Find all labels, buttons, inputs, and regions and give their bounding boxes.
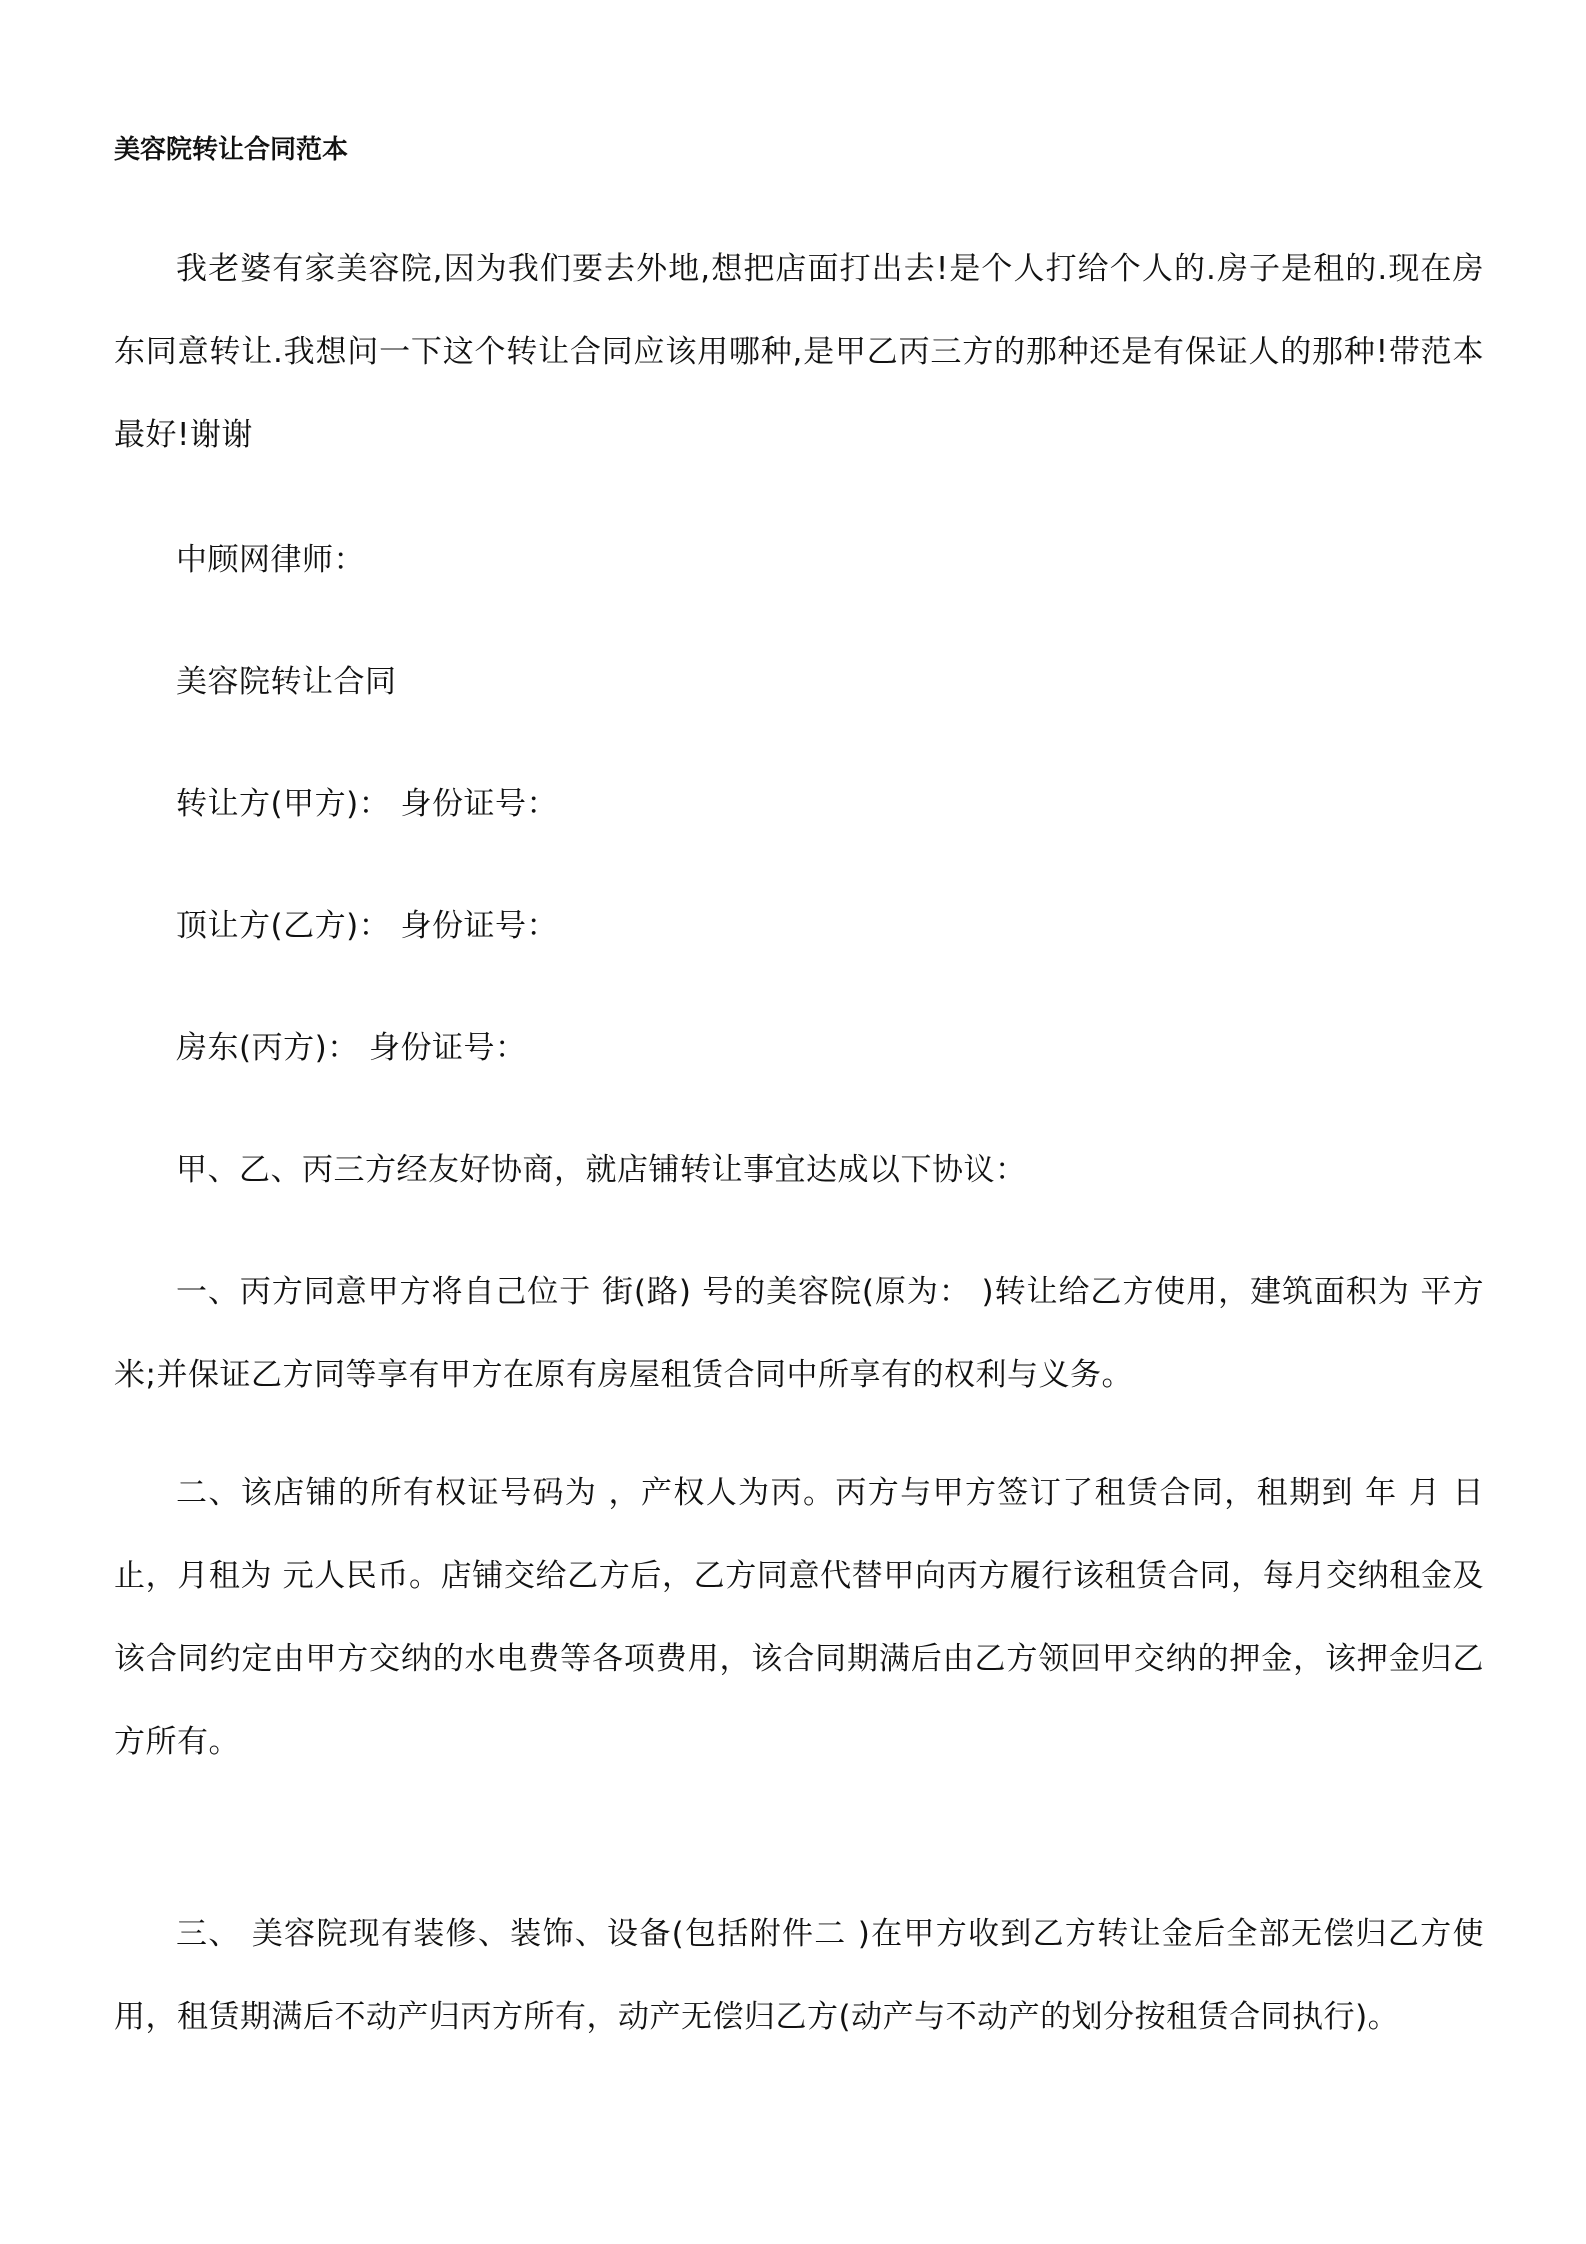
clause-3: 三、 美容院现有装修、装饰、设备(包括附件二 )在甲方收到乙方转让金后全部无偿归乙方使用，租赁期满后不动产归丙方所有，动产无偿归乙方(动产与不动产的划分按租赁合同执行)。 <box>114 1916 1484 2035</box>
clause-2: 二、该店铺的所有权证号码为 ，产权人为丙。丙方与甲方签订了租赁合同，租期到 年 月 日止，月租为 元人民币。店铺交给乙方后，乙方同意代替甲向丙方履行该租赁合同，每月交纳租金及该合同约定由甲方交纳的水电费等各项费用，该合同期满后由乙方领回甲交纳的押金，该押金归乙方所有。 <box>114 1475 1484 1760</box>
question-paragraph: 我老婆有家美容院,因为我们要去外地,想把店面打出去!是个人打给个人的.房子是租的.现在房东同意转让.我想问一下这个转让合同应该用哪种,是甲乙丙三方的那种还是有保证人的那种!带范本最好!谢谢 <box>114 251 1484 453</box>
document-title: 美容院转让合同范本 <box>114 135 349 165</box>
lawyer-label: 中顾网律师： <box>176 542 365 578</box>
party-c-line: 房东(丙方)： 身份证号： <box>176 1030 527 1066</box>
agreement-intro: 甲、乙、丙三方经友好协商，就店铺转让事宜达成以下协议： <box>176 1152 1027 1188</box>
party-a-line: 转让方(甲方)： 身份证号： <box>176 786 559 822</box>
contract-title: 美容院转让合同 <box>176 664 397 700</box>
clause-1: 一、丙方同意甲方将自己位于 街(路) 号的美容院(原为： )转让给乙方使用，建筑面积为 平方米;并保证乙方同等享有甲方在原有房屋租赁合同中所享有的权利与义务。 <box>114 1274 1484 1393</box>
party-b-line: 顶让方(乙方)： 身份证号： <box>176 908 559 944</box>
